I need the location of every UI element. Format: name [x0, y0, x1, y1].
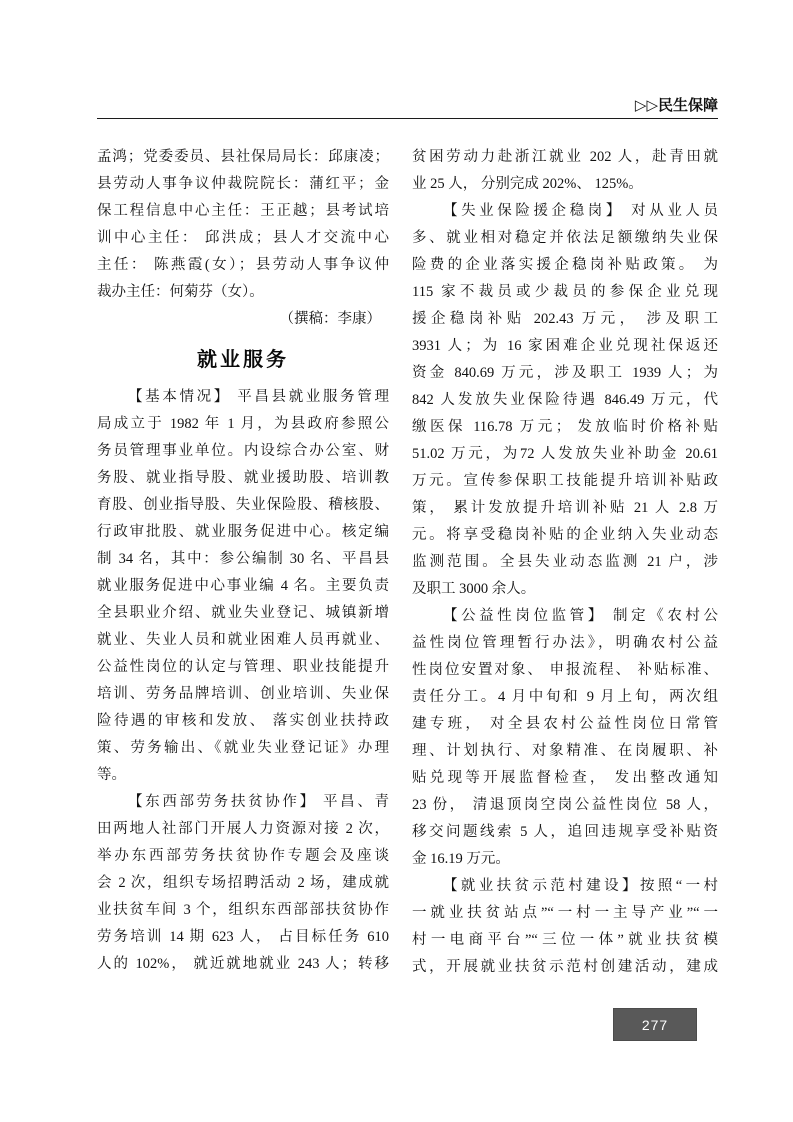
header-rule: [97, 118, 718, 119]
text-line: 策、劳务输出、《就业失业登记证》办理: [97, 740, 389, 756]
page-body: [97, 0, 718, 981]
text-line: 多、就业相对稳定并依法足额缴纳失业保: [412, 230, 718, 246]
text-line: 训中心主任： 邱洪成；县人才交流中心: [97, 230, 389, 246]
text-line: 人的 102%， 就近就地就业 243 人；转移: [97, 956, 389, 972]
text-line: 田两地人社部门开展人力资源对接 2 次，: [97, 821, 389, 837]
text-line: 会 2 次，组织专场招聘活动 2 场，建成就: [97, 875, 389, 891]
text-line: 115 家不裁员或少裁员的参保企业兑现: [412, 284, 718, 300]
text-line: 益性岗位管理暂行办法》，明确农村公益: [412, 635, 718, 651]
text-line: 业 25 人， 分别完成 202%、 125%。: [412, 176, 643, 192]
text-line: 局成立于 1982 年 1 月，为县政府参照公: [97, 416, 389, 432]
page-header: [97, 0, 718, 115]
text-line: 一就业扶贫站点”“一村一主导产业”“一: [412, 905, 718, 921]
text-line: 缴医保 116.78 万元； 发放临时价格补贴: [412, 419, 718, 435]
text-line: 【就业扶贫示范村建设】按照“一村: [443, 878, 718, 894]
text-line: 【基本情况】 平昌县就业服务管理: [128, 389, 389, 405]
page-number-badge: [613, 1008, 697, 1041]
text-line: 孟鸿；党委委员、县社保局局长：邱康凌；: [97, 149, 389, 165]
text-line: 等。: [97, 767, 126, 783]
text-line: 险费的企业落实援企稳岗补贴政策。 为: [412, 257, 718, 273]
text-line: 主任： 陈燕霞(女）；县劳动人事争议仲: [97, 257, 389, 273]
text-line: 劳务培训 14 期 623 人， 占目标任务 610: [97, 929, 389, 945]
text-line: 式，开展就业扶贫示范村创建活动，建成: [412, 959, 718, 975]
text-line: 移交问题线索 5 人，追回违规享受补贴资: [412, 824, 718, 840]
text-line: 裁办主任：何菊芬（女）。: [97, 284, 264, 300]
text-line: 【东西部劳务扶贫协作】 平昌、青: [128, 794, 389, 810]
text-line: 援企稳岗补贴 202.43 万元， 涉及职工: [412, 311, 718, 327]
text-line: 金 16.19 万元。: [412, 851, 510, 867]
page-number: 277: [641, 1016, 669, 1033]
text-line: 制 34 名，其中：参公编制 30 名、平昌县: [97, 551, 389, 567]
text-line: 监测范围。全县失业动态监测 21 户，涉: [412, 554, 718, 570]
text-line: 险待遇的审核和发放、 落实创业扶持政: [97, 713, 389, 729]
text-line: 务股、就业指导股、就业援助股、培训教: [97, 470, 389, 486]
text-line: 842 人发放失业保险待遇 846.49 万元，代: [412, 392, 718, 408]
text-line: 贫困劳动力赴浙江就业 202 人，赴青田就: [412, 149, 718, 165]
text-line: 【失业保险援企稳岗】 对从业人员: [443, 203, 718, 219]
text-line: 理、计划执行、对象精准、在岗履职、补: [412, 743, 718, 759]
text-line: 就业、失业人员和就业困难人员再就业、: [97, 632, 389, 648]
text-line: 育股、创业指导股、失业保险股、稽核股、: [97, 497, 389, 513]
text-line: 村一电商平台”“三位一体”就业扶贫模: [412, 932, 718, 948]
text-line: 举办东西部劳务扶贫协作专题会及座谈: [97, 848, 389, 864]
text-line: 务员管理事业单位。内设综合办公室、财: [97, 443, 389, 459]
section-heading: 就业服务: [197, 349, 289, 371]
text-line: 培训、劳务品牌培训、创业培训、失业保: [97, 686, 389, 702]
text-line: 23 份， 清退顶岗空岗公益性岗位 58 人，: [412, 797, 718, 813]
text-line: 及职工 3000 余人。: [412, 581, 536, 597]
text-line: 贴兑现等开展监督检查， 发出整改通知: [412, 770, 718, 786]
text-line: 【公益性岗位监管】 制定《农村公: [443, 608, 718, 624]
left-column: [97, 144, 389, 981]
text-line: 责任分工。4 月中旬和 9 月上旬，两次组: [412, 689, 718, 705]
text-line: 元。将享受稳岗补贴的企业纳入失业动态: [412, 527, 718, 543]
text-line: 万元。宣传参保职工技能提升培训补贴政: [412, 473, 718, 489]
text-line: 就业服务促进中心事业编 4 名。主要负责: [97, 578, 389, 594]
text-line: 保工程信息中心主任：王正越；县考试培: [97, 203, 389, 219]
text-line: 业扶贫车间 3 个，组织东西部部扶贫协作: [97, 902, 389, 918]
text-line: 县劳动人事争议仲裁院院长：蒲红平；金: [97, 176, 389, 192]
running-head: ▷▷民生保障: [634, 97, 718, 114]
right-column: [412, 144, 718, 981]
text-line: 性岗位安置对象、 申报流程、 补贴标准、: [412, 662, 718, 678]
text-line: 公益性岗位的认定与管理、职业技能提升: [97, 659, 389, 675]
text-line: 51.02 万元，为72 人发放失业补助金 20.61: [412, 446, 718, 462]
text-line: 全县职业介绍、就业失业登记、城镇新增: [97, 605, 389, 621]
text-line: 行政审批股、就业服务促进中心。核定编: [97, 524, 389, 540]
text-line: 3931 人；为 16 家困难企业兑现社保返还: [412, 338, 718, 354]
two-column-content: [97, 144, 718, 981]
byline: （撰稿：李康）: [279, 311, 381, 327]
text-line: 建专班， 对全县农村公益性岗位日常管: [412, 716, 718, 732]
text-line: 策， 累计发放提升培训补贴 21 人 2.8 万: [412, 500, 718, 516]
text-line: 资金 840.69 万元，涉及职工 1939 人；为: [412, 365, 718, 381]
